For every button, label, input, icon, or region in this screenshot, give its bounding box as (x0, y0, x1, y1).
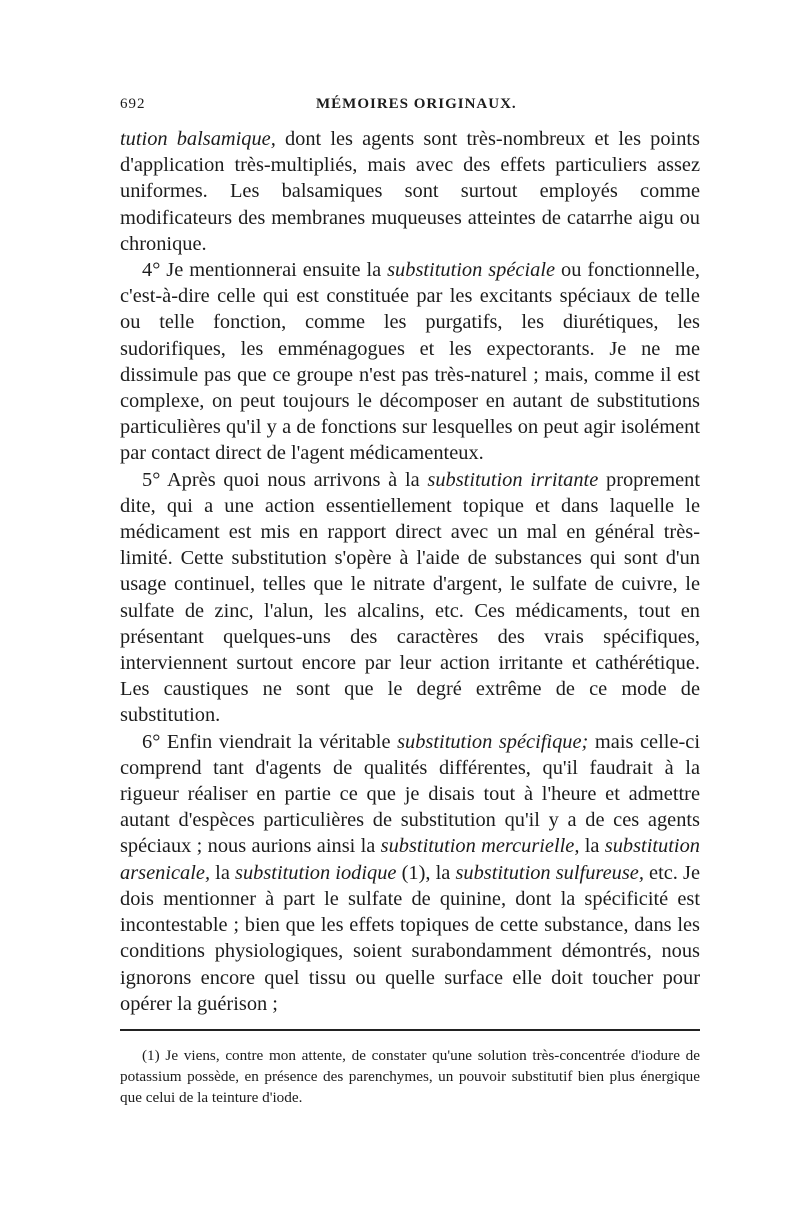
italic-term: substitution mercurielle, (380, 835, 580, 858)
body-text (120, 126, 700, 1017)
footnote: (1) Je viens, contre mon attente, de constater qu'une solution très-concentrée d'iodure de potassium possède, en présence des parenchymes, un pouvoir substitutif bien plus énergique que celui de la teinture d'iode. (120, 1046, 700, 1106)
italic-term: tution balsamique, (120, 128, 276, 150)
italic-term: substitution sulfureuse, (455, 861, 644, 884)
footnote-rule (120, 1029, 700, 1031)
text-run: etc. Je dois mentionner à part le sulfate de quinine, dont la spécificité est incontestable ; bien que les effets topiques de cette substance, dans les conditions physiologiques, soient surabondamment démontrés, nous ignorons encore quel tissu ou quelle surface elle doit toucher pour opérer la guérison ; (120, 861, 701, 1015)
text-run: 4° Je mentionnerai ensuite la (142, 259, 388, 282)
text-run: mais celle-ci comprend tant d'agents de qualités différentes, qu'il faudrait à la rigueur réaliser en partie ce que je disais tout à l'heure et admettre autant d'espèces particulières de substitution qu'il y a de ces agents spéciaux ; nous aurions ainsi la (120, 730, 700, 858)
text-run: la (579, 835, 605, 858)
italic-term: substitution irritante (427, 468, 599, 491)
text-run: ou fonctionnelle, c'est-à-dire celle qui est constituée par les excitants spéciaux de telle ou telle fonction, comme les purgatifs, les diurétiques, les sudorifiques, les emménagogues et les expectorants. Je ne me dissimule pas que ce groupe n'est pas très-naturel ; mais, comme il est complexe, on peut toujours le décomposer en autant de substitutions particulières qu'il y a de fonctions sur lesquelles on peut agir isolément par contact direct de l'agent médicamenteux. (120, 259, 701, 465)
italic-term: substitution iodique (235, 861, 397, 884)
text-run: 5° Après quoi nous arrivons à la (142, 468, 428, 491)
text-run: la (210, 861, 236, 884)
text-run: proprement dite, qui a une action essentiellement topique et dans laquelle le médicament est mis en rapport direct avec un mal en général très-limité. Cette substitution s'opère à l'aide de substances qui sont d'un usage continuel, telles que le nitrate d'argent, le sulfate de cuivre, le sulfate de zinc, l'alun, les alcalins, etc. Ces médicaments, tout en présentant quelques-uns des caractères des vrais spécifiques, interviennent surtout encore par leur action irritante et cathérétique. Les caustiques ne sont que le degré extrême de ce mode de substitution. (120, 468, 700, 727)
text-run: dont les agents sont très-nombreux et les points d'application très-multipliés, mais avec des effets particuliers assez uniformes. Les balsamiques sont surtout employés comme modificateurs des membranes muqueuses atteintes de catarrhe aigu ou chronique. (120, 128, 700, 255)
paragraph-3 (120, 467, 700, 729)
page (120, 96, 700, 1123)
italic-term: substitution spéciale (387, 259, 556, 282)
running-header (120, 96, 700, 126)
paragraph-1 (120, 126, 700, 257)
italic-term: substitution spécifique; (397, 730, 589, 753)
page-number: 692 (120, 96, 146, 112)
paragraph-4 (120, 729, 700, 1017)
paragraph-2 (120, 257, 700, 467)
text-run: (1), la (396, 861, 456, 884)
italic-term: substitution arsenicale, (120, 835, 700, 884)
text-run: 6° Enfin viendrait la véritable (142, 730, 398, 753)
running-title: MÉMOIRES ORIGINAUX. (316, 96, 517, 112)
